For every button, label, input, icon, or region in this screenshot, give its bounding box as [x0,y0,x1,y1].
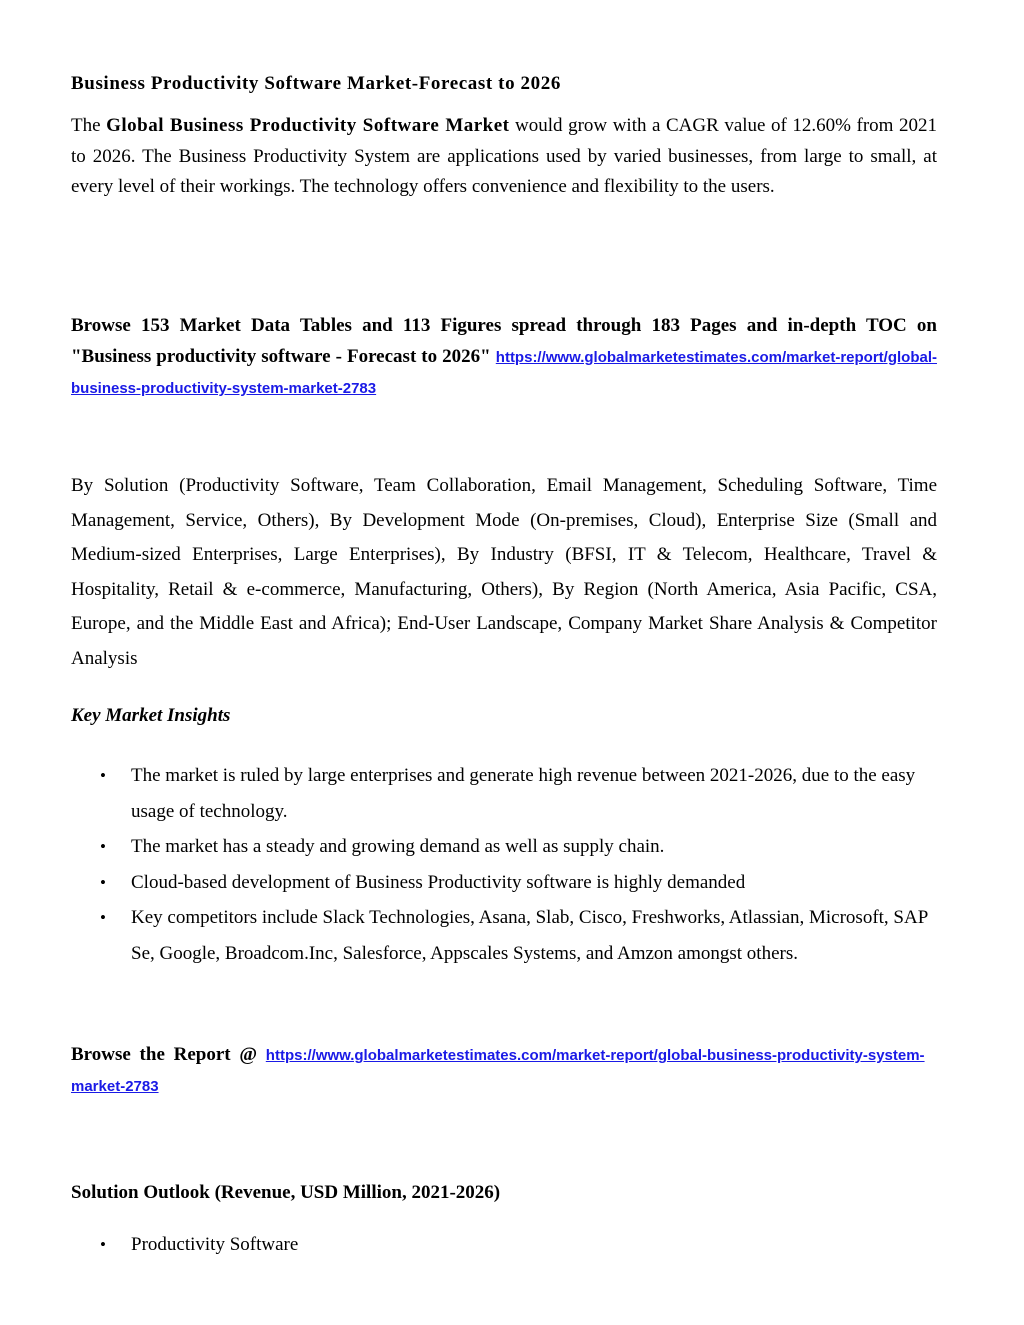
list-item [71,900,937,971]
browse-report-link[interactable]: https://www.globalmarketestimates.com/market-report/global-business-productivity-system-market-2783 [71,1047,925,1095]
list-item-text: Productivity Software [131,1234,299,1255]
solution-outlook-list [71,1227,937,1263]
list-item-text: Key competitors include Slack Technologies, Asana, Slab, Cisco, Freshworks, Atlassian, Microsoft, SAP Se, Google, Broadcom.Inc, Salesforce, Appscales Systems, and Amzon amongst others. [131,907,928,964]
intro-rest: would grow with a CAGR value of 12.60% from 2021 to 2026. The Business Productivity System are applications used by varied businesses, from large to small, at every level of their workings. The technology offers convenience and flexibility to the users. [71,115,937,197]
bullet-icon: • [100,872,106,892]
browse-report-text: Browse the Report @ [71,1044,266,1065]
intro-paragraph [71,111,937,203]
bullet-icon: • [100,1235,106,1254]
list-item [71,1227,937,1263]
intro-prefix: The [71,115,107,136]
bullet-icon: • [100,837,106,856]
key-insights-list [71,758,937,971]
intro-market-name: Global Business Productivity Software Market [106,115,510,136]
solution-outlook-heading: Solution Outlook (Revenue, USD Million, 2021-2026) [71,1182,501,1203]
report-link[interactable]: https://www.globalmarketestimates.com/market-report/global-business-productivity-system-market-2783 [71,348,937,397]
list-item [71,829,937,865]
browse-report-paragraph [71,1040,937,1102]
list-item [71,758,937,829]
browse-paragraph [71,311,937,405]
list-item [71,865,937,901]
bullet-icon: • [100,766,106,785]
list-item-text: Cloud-based development of Business Productivity software is highly demanded [131,871,746,893]
document-title: Business Productivity Software Market-Forecast to 2026 [71,73,561,94]
segmentation-paragraph: By Solution (Productivity Software, Team Collaboration, Email Management, Scheduling Software, Time Management, Service, Others), By Development Mode (On-premises, Cloud), Enterprise Size (Small and Medium-sized Enterprises, Large Enterprises), By Industry (BFSI, IT & Telecom, Healthcare, Travel & Hospitality, Retail & e-commerce, Manufacturing, Others), By Region (North America, Asia Pacific, CSA, Europe, and the Middle East and Africa); End-User Landscape, Company Market Share Analysis & Competitor Analysis [71,475,937,669]
key-insights-heading: Key Market Insights [71,705,231,726]
list-item-text: The market has a steady and growing demand as well as supply chain. [131,836,665,857]
list-item-text: The market is ruled by large enterprises and generate high revenue between 2021-2026, due to the easy usage of technology. [131,765,916,822]
bullet-icon: • [100,908,106,927]
browse-text: Browse 153 Market Data Tables and 113 Figures spread through 183 Pages and in-depth TOC on "Business productivity software - Forecast to 2026" [71,315,937,367]
